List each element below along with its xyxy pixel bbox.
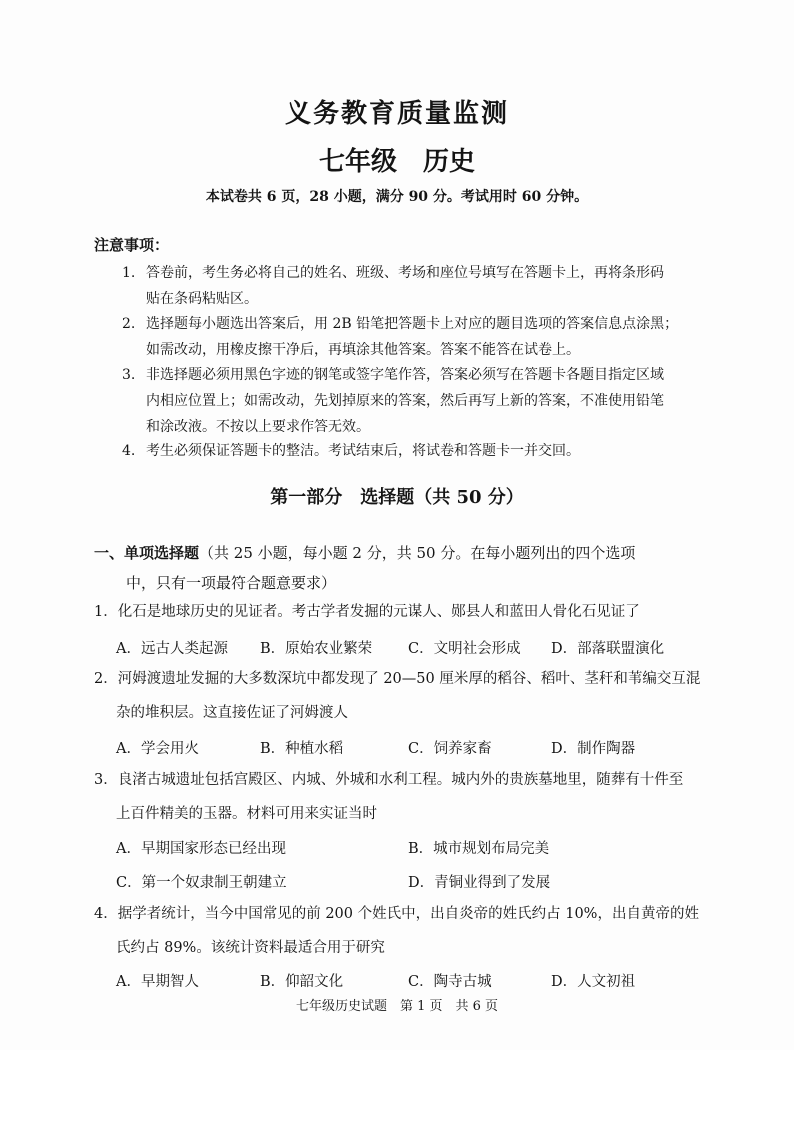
question-4-stem xyxy=(94,897,714,965)
option-d: D．人文初祖 xyxy=(551,974,636,990)
note-item-2 xyxy=(122,311,722,363)
section-title: 第一部分 选择题（共 50 分） xyxy=(270,487,524,508)
part-description: 中，只有一项最符合题意要求） xyxy=(126,574,337,592)
exam-title: 义务教育质量监测 xyxy=(284,99,509,129)
question-3-stem xyxy=(94,763,714,831)
page-bottom-margin xyxy=(0,1050,794,1123)
option-a: A．远古人类起源 xyxy=(116,641,228,657)
note-text: 和涂改液。不按以上要求作答无效。 xyxy=(146,419,370,435)
part-label: 一、单项选择题 xyxy=(94,544,200,562)
option-b: B．城市规划布局完美 xyxy=(408,841,550,857)
exam-subtitle: 七年级 历史 xyxy=(318,147,475,177)
option-b: B．种植水稻 xyxy=(260,741,344,757)
note-number: 1. xyxy=(122,265,136,281)
note-item-3 xyxy=(122,362,722,440)
note-item-1 xyxy=(122,260,722,312)
question-text: 上百件精美的玉器。材料可用来实证当时 xyxy=(116,806,377,822)
question-text: 1．化石是地球历史的见证者。考古学者发掘的元谋人、郧县人和蓝田人骨化石见证了 xyxy=(94,604,640,620)
note-text: 选择题每小题选出答案后，用 2B 铅笔把答题卡上对应的题目选项的答案信息点涂黑； xyxy=(146,316,679,332)
part-description: （共 25 小题，每小题 2 分，共 50 分。在每小题列出的四个选项 xyxy=(199,544,636,562)
option-a: A．早期国家形态已经出现 xyxy=(116,841,286,857)
note-text: 考生必须保证答题卡的整洁。考试结束后，将试卷和答题卡一并交回。 xyxy=(146,443,580,459)
notes-heading: 注意事项： xyxy=(94,236,170,254)
page-footer: 七年级历史试题 第 1 页 共 6 页 xyxy=(295,999,499,1014)
note-text: 贴在条码粘贴区。 xyxy=(146,291,258,307)
exam-info: 本试卷共 6 页，28 小题，满分 90 分。考试用时 60 分钟。 xyxy=(205,189,589,205)
note-number: 3. xyxy=(122,367,136,383)
option-c: C．文明社会形成 xyxy=(408,641,521,657)
question-text: 2．河姆渡遗址发掘的大多数深坑中都发现了 20—50 厘米厚的稻谷、稻叶、茎秆和苇编交互混 xyxy=(94,671,701,687)
option-d: D．部落联盟演化 xyxy=(551,641,665,657)
note-number: 4. xyxy=(122,443,136,459)
note-item-4 xyxy=(122,438,722,464)
option-b: B．原始农业繁荣 xyxy=(260,641,373,657)
option-d: D．制作陶器 xyxy=(551,741,636,757)
question-text: 4．据学者统计，当今中国常见的前 200 个姓氏中，出自炎帝的姓氏约占 10%，出自黄帝的姓 xyxy=(94,906,699,922)
note-text: 如需改动，用橡皮擦干净后，再填涂其他答案。答案不能答在试卷上。 xyxy=(146,342,580,358)
option-a: A．学会用火 xyxy=(116,741,199,757)
option-b: B．仰韶文化 xyxy=(260,974,344,990)
note-text: 内相应位置上；如需改动，先划掉原来的答案，然后再写上新的答案，不准使用铅笔 xyxy=(146,393,664,409)
question-1-stem xyxy=(94,595,714,629)
option-c: C．第一个奴隶制王朝建立 xyxy=(116,875,287,891)
option-d: D．青铜业得到了发展 xyxy=(408,875,551,891)
part-heading xyxy=(94,538,714,598)
note-text: 答卷前，考生务必将自己的姓名、班级、考场和座位号填写在答题卡上，再将条形码 xyxy=(146,265,664,281)
question-text: 3．良渚古城遗址包括宫殿区、内城、外城和水利工程。城内外的贵族墓地里，随葬有十件至 xyxy=(94,772,684,788)
note-number: 2. xyxy=(122,316,136,332)
option-c: C．饲养家畜 xyxy=(408,741,492,757)
question-2-stem xyxy=(94,662,714,730)
option-a: A．早期智人 xyxy=(116,974,199,990)
note-text: 非选择题必须用黑色字迹的钢笔或签字笔作答，答案必须写在答题卡各题目指定区域 xyxy=(146,367,664,383)
option-c: C．陶寺古城 xyxy=(408,974,492,990)
question-text: 氏约占 89%。该统计资料最适合用于研究 xyxy=(116,940,385,956)
question-text: 杂的堆积层。这直接佐证了河姆渡人 xyxy=(116,705,348,721)
